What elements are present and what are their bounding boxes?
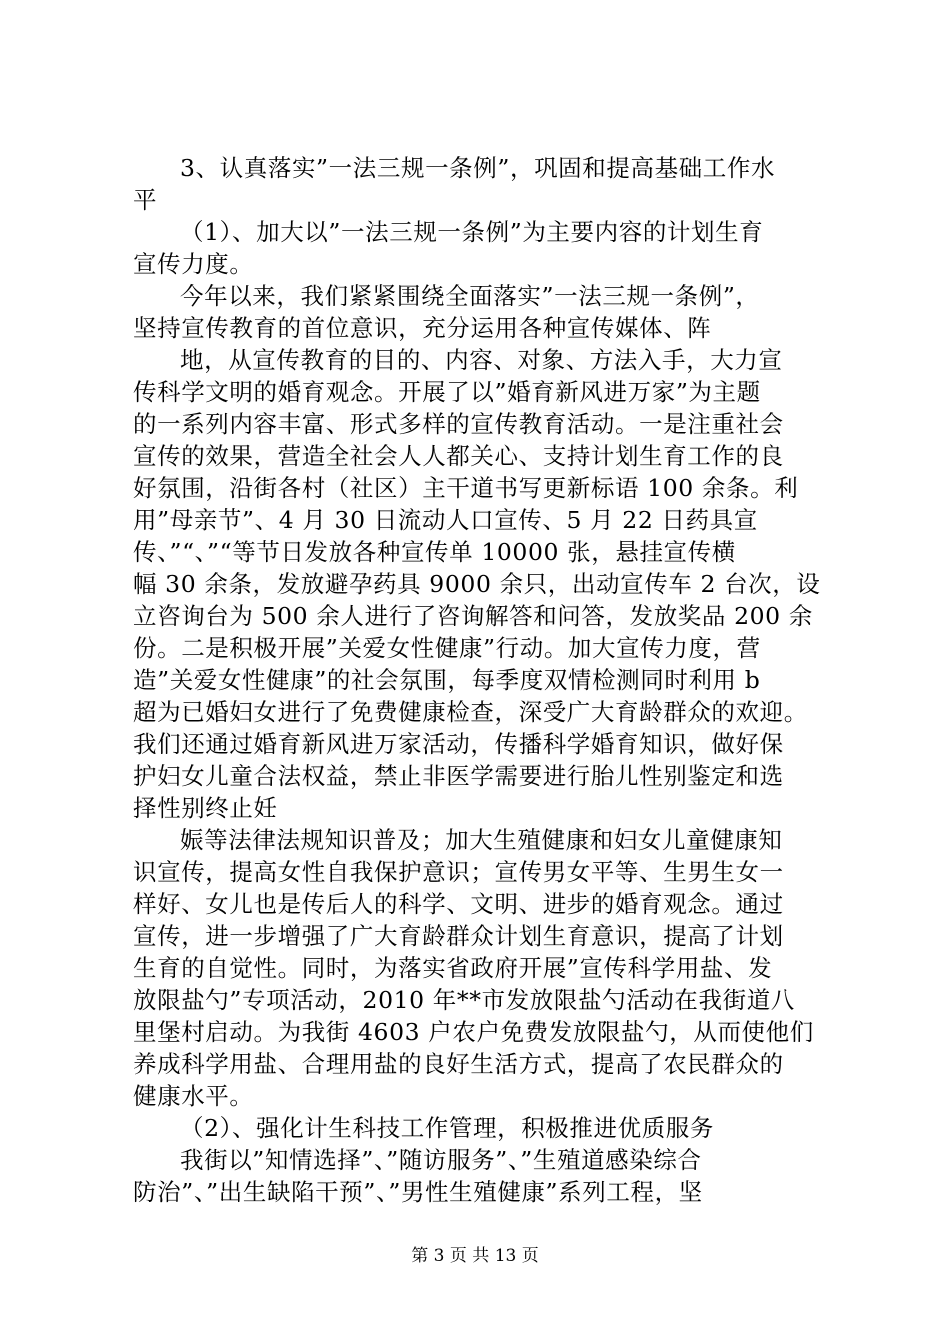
text-line: 里堡村启动。为我街 4603 户农户免费发放限盐勺，从而使他们 <box>133 1018 814 1046</box>
text-line: 宣传的效果，营造全社会人人都关心、支持计划生育工作的良 <box>133 442 784 470</box>
text-line: 识宣传，提高女性自我保护意识；宣传男女平等、生男生女一 <box>133 858 784 886</box>
text-line: 超为已婚妇女进行了免费健康检查，深受广大育龄群众的欢迎。 <box>133 698 808 726</box>
text-line: 健康水平。 <box>133 1082 254 1110</box>
text-line: 择性别终止妊 <box>133 794 278 822</box>
text-line: 放限盐勺”专项活动，2010 年**市发放限盐勺活动在我街道八 <box>133 986 795 1014</box>
text-line: 传、”“、”“等节日发放各种宣传单 10000 张，悬挂宣传横 <box>133 538 736 566</box>
text-line: 份。二是积极开展”关爱女性健康”行动。加大宣传力度，营 <box>133 634 761 662</box>
text-line: 立咨询台为 500 余人进行了咨询解答和问答，发放奖品 200 余 <box>133 602 813 630</box>
text-line: 样好、女儿也是传后人的科学、文明、进步的婚育观念。通过 <box>133 890 784 918</box>
text-line: 造”关爱女性健康”的社会氛围，每季度双情检测同时利用 b <box>133 666 761 694</box>
text-line: （1）、加大以”一法三规一条例”为主要内容的计划生育 <box>180 218 764 246</box>
page-footer: 第 3 页 共 13 页 <box>411 1246 539 1266</box>
text-line: 护妇女儿童合法权益，禁止非医学需要进行胎儿性别鉴定和选 <box>133 762 784 790</box>
text-line: 3、认真落实”一法三规一条例”，巩固和提高基础工作水 <box>180 154 776 182</box>
text-line: 传科学文明的婚育观念。开展了以”婚育新风进万家”为主题 <box>133 378 761 406</box>
text-line: 防治”、”出生缺陷干预”、”男性生殖健康”系列工程，坚 <box>133 1178 703 1206</box>
text-line: 今年以来，我们紧紧围绕全面落实”一法三规一条例”， <box>180 282 760 310</box>
text-line: （2）、强化计生科技工作管理，积极推进优质服务 <box>180 1114 715 1142</box>
text-line: 平 <box>133 186 158 214</box>
document-body <box>133 152 833 1208</box>
text-line: 的一系列内容丰富、形式多样的宣传教育活动。一是注重社会 <box>133 410 784 438</box>
text-line: 宣传力度。 <box>133 250 254 278</box>
text-line: 坚持宣传教育的首位意识，充分运用各种宣传媒体、阵 <box>133 314 712 342</box>
text-line: 地，从宣传教育的目的、内容、对象、方法入手，大力宣 <box>180 346 783 374</box>
text-line: 我街以”知情选择”、”随访服务”、”生殖道感染综合 <box>180 1146 702 1174</box>
text-line: 养成科学用盐、合理用盐的良好生活方式，提高了农民群众的 <box>133 1050 784 1078</box>
text-line: 娠等法律法规知识普及；加大生殖健康和妇女儿童健康知 <box>180 826 783 854</box>
text-line: 我们还通过婚育新风进万家活动，传播科学婚育知识，做好保 <box>133 730 784 758</box>
text-line: 生育的自觉性。同时，为落实省政府开展”宣传科学用盐、发 <box>133 954 773 982</box>
text-line: 宣传，进一步增强了广大育龄群众计划生育意识，提高了计划 <box>133 922 784 950</box>
text-line: 用”母亲节”、4 月 30 日流动人口宣传、5 月 22 日药具宣 <box>133 506 758 534</box>
text-line: 好氛围，沿街各村（社区）主干道书写更新标语 100 余条。利 <box>133 474 799 502</box>
text-line: 幅 30 余条，发放避孕药具 9000 余只，出动宣传车 2 台次，设 <box>133 570 821 598</box>
